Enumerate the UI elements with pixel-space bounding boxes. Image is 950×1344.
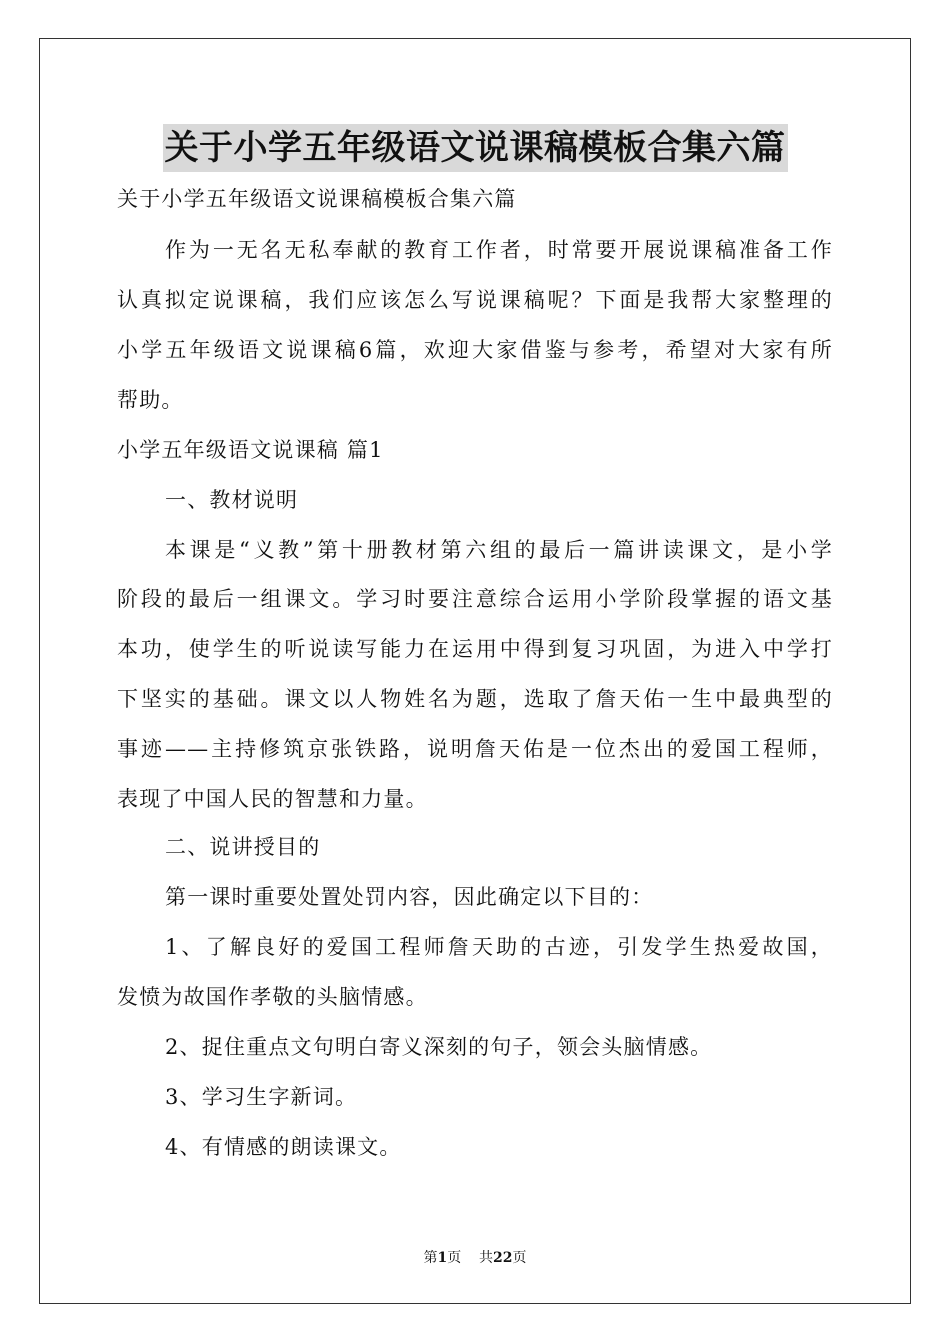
page-footer: [0, 1248, 950, 1268]
section-heading: 小学五年级语文说课稿 篇1: [117, 438, 384, 462]
intro-line-3: 小学五年级语文说课稿6篇，欢迎大家借鉴与参考，希望对大家有所: [117, 338, 833, 362]
part2-heading: 二、说讲授目的: [165, 835, 321, 859]
part1-line-6: 表现了中国人民的智慧和力量。: [117, 787, 428, 811]
part1-line-2: 阶段的最后一组课文。学习时要注意综合运用小学阶段掌握的语文基: [117, 587, 833, 611]
footer-page-suffix: 页: [447, 1250, 462, 1266]
footer-page-prefix: 第: [423, 1250, 438, 1266]
document-title: 关于小学五年级语文说课稿模板合集六篇: [163, 124, 788, 172]
part1-heading: 一、教材说明: [165, 488, 299, 512]
part1-line-4: 下坚实的基础。课文以人物姓名为题，选取了詹天佑一生中最典型的: [117, 687, 833, 711]
footer-total-suffix: 页: [512, 1250, 527, 1266]
document-title-wrap: [0, 124, 950, 172]
goal1-line-2: 发愤为故国作孝敬的头脑情感。: [117, 985, 428, 1009]
page-border: [39, 38, 911, 1304]
subtitle: 关于小学五年级语文说课稿模板合集六篇: [117, 187, 517, 211]
intro-line-2: 认真拟定说课稿，我们应该怎么写说课稿呢？下面是我帮大家整理的: [117, 288, 833, 312]
intro-line-4: 帮助。: [117, 388, 184, 412]
footer-total-prefix: 共: [479, 1250, 494, 1266]
goal4: 4、有情感的朗读课文。: [165, 1135, 402, 1159]
footer-page-num: 1: [437, 1250, 448, 1266]
goal3: 3、学习生字新词。: [165, 1085, 358, 1109]
part1-line-3: 本功，使学生的听说读写能力在运用中得到复习巩固，为进入中学打: [117, 637, 833, 661]
intro-line-1: 作为一无名无私奉献的教育工作者，时常要开展说课稿准备工作: [165, 238, 833, 262]
part2-intro: 第一课时重要处置处罚内容，因此确定以下目的：: [165, 885, 654, 909]
part1-line-1: 本课是“义教”第十册教材第六组的最后一篇讲读课文，是小学: [165, 538, 833, 562]
part1-line-5: 事迹——主持修筑京张铁路，说明詹天佑是一位杰出的爱国工程师，: [117, 737, 833, 761]
footer-total-num: 22: [493, 1250, 513, 1266]
goal2: 2、捉住重点文句明白寄义深刻的句子，领会头脑情感。: [165, 1035, 713, 1059]
goal1-line-1: 1、了解良好的爱国工程师詹天助的古迹，引发学生热爱故国，: [165, 935, 833, 959]
